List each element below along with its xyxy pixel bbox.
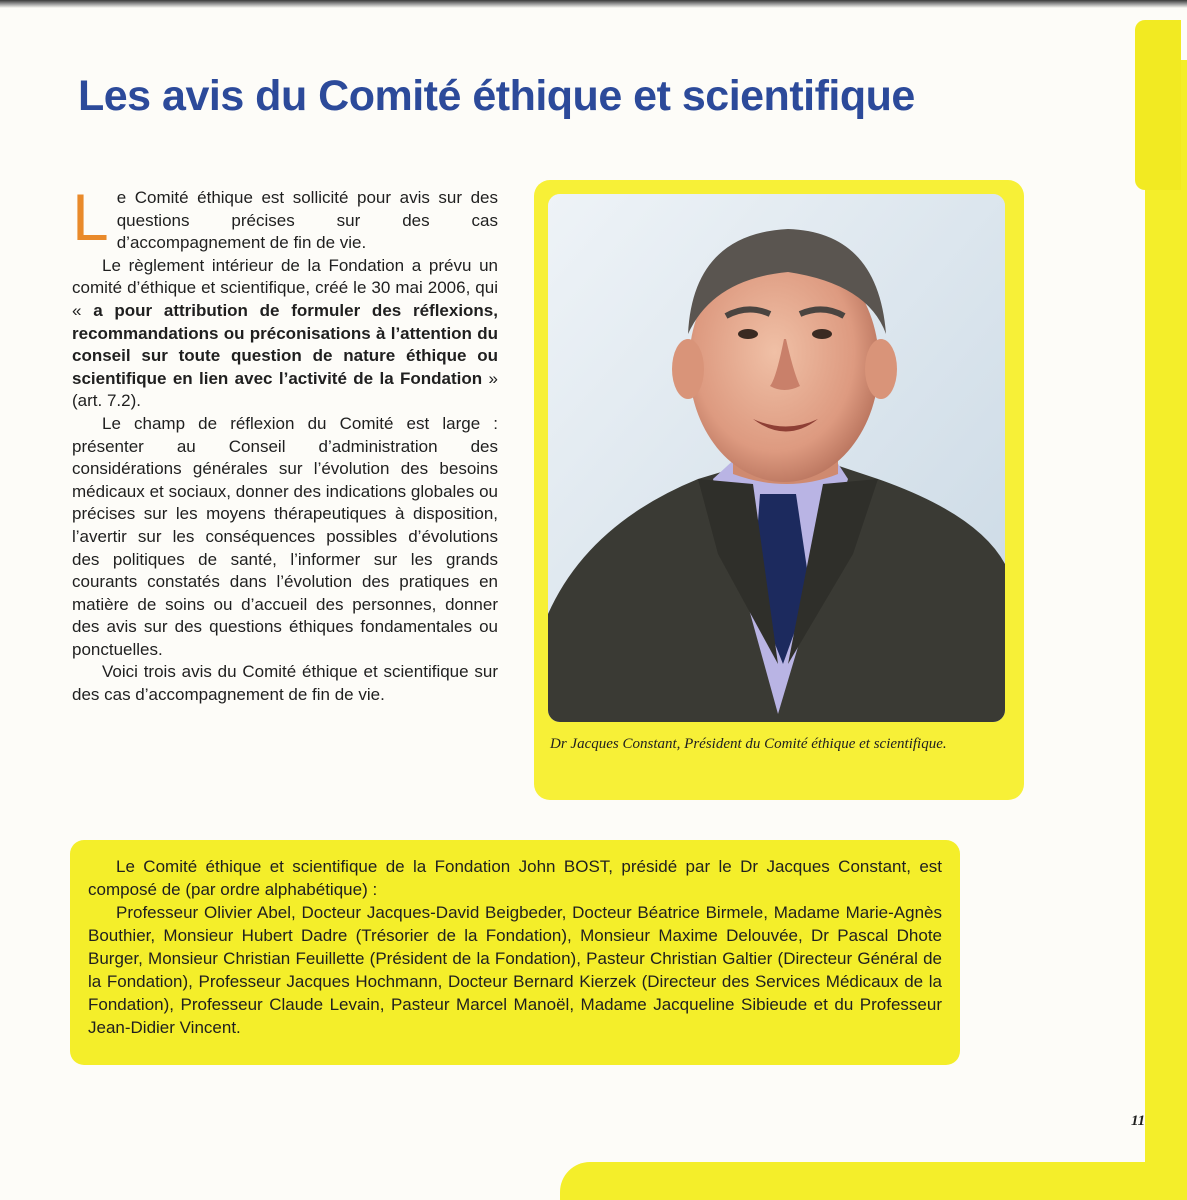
members-text <box>88 855 942 1039</box>
dropcap-letter: L <box>72 180 109 254</box>
members-list: Professeur Olivier Abel, Docteur Jacques-David Beigbeder, Docteur Béatrice Birmele, Madame Marie-Agnès Bouthier, Monsieur Hubert Dadre (Trésorier de la Fondation), Monsieur Maxime Delouvée, Dr Pascal Dhote Burger, Monsieur Christian Feuillette (Président de la Fondation), Pasteur Christian Galtier (Directeur Général de la Fondation), Professeur Jacques Hochmann, Docteur Bernard Kierzek (Directeur des Services Médicaux de la Fondation), Professeur Claude Levain, Pasteur Marcel Manoël, Madame Jacqueline Sibieude et du Professeur Jean-Didier Vincent. <box>88 903 942 1037</box>
intro-article <box>72 180 498 707</box>
scan-top-edge <box>0 0 1187 8</box>
photo-caption: Dr Jacques Constant, Président du Comité éthique et scientifique. <box>550 736 947 752</box>
portrait-photo <box>548 194 1005 722</box>
portrait-illustration <box>548 194 1005 722</box>
bottom-yellow-band <box>560 1162 1187 1200</box>
right-yellow-band <box>1145 60 1187 1200</box>
intro-paragraph-4: Voici trois avis du Comité éthique et scientifique sur des cas d’accompagnement de fin de vie. <box>72 662 498 705</box>
page-number: 11 <box>1131 1113 1146 1129</box>
intro-paragraph-1: Le Comité éthique est sollicité pour avis sur des questions précises sur des cas d’accompagnement de fin de vie. <box>72 180 498 254</box>
members-intro: Le Comité éthique et scientifique de la Fondation John BOST, présidé par le Dr Jacques Constant, est composé de (par ordre alphabétique) : <box>88 857 942 899</box>
page-title: Les avis du Comité éthique et scientifique <box>78 72 915 120</box>
reglement-paragraph: Le règlement intérieur de la Fondation a prévu un comité d’éthique et scientifique, créé le 30 mai 2006, qui « a pour attribution de formuler des réflexions, recommandations ou préconisations à l’attention du conseil sur toute question de nature éthique ou scientifique en lien avec l’activité de la Fondation » (art. 7.2). <box>72 255 498 411</box>
intro-paragraph-3: Le champ de réflexion du Comité est large : présenter au Conseil d’administration des considérations générales sur l’évolution des besoins médicaux et sociaux, donner des indications globales ou précises sur les moyens thérapeutiques à disposition, l’avertir sur les conséquences possibles d’évolutions des politiques de santé, l’informer sur les grands courants constatés dans l’évolution des pratiques en matière de soins ou d’accueil des personnes, donner des avis sur des questions éthiques fondamentales ou ponctuelles. <box>72 413 498 659</box>
reglement-quote: a pour attribution de formuler des réflexions, recommandations ou préconisations à l’attention du conseil sur toute question de nature éthique ou scientifique en lien avec l’activité de la Fondation <box>72 300 498 388</box>
section-tab <box>1135 20 1181 190</box>
